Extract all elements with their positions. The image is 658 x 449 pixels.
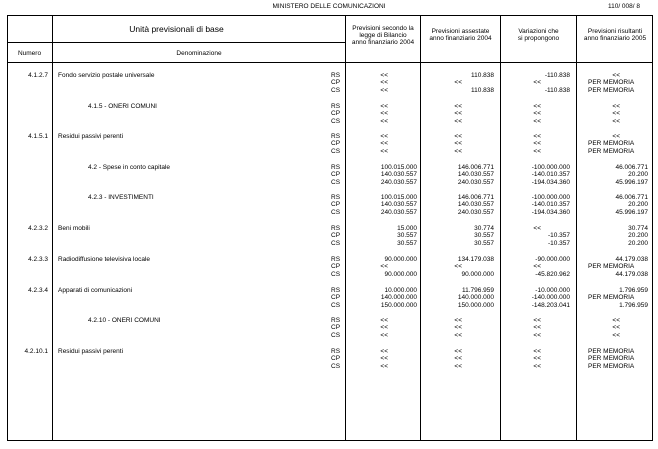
value-cell: << xyxy=(533,355,541,363)
row-code: CS xyxy=(331,208,341,216)
value-cell: << xyxy=(454,110,462,118)
value-cell: 140.030.557 xyxy=(457,171,494,179)
value-cell: 30.557 xyxy=(397,232,417,240)
value-cell: << xyxy=(533,324,541,332)
value-cell: -100.000.000 xyxy=(531,164,570,171)
value-cell: << xyxy=(612,331,620,339)
row-code: CP xyxy=(331,232,341,240)
value-cell: << xyxy=(533,331,541,339)
value-cell: 140.030.557 xyxy=(380,171,417,179)
row-code: CP xyxy=(331,324,341,332)
row-code: CP xyxy=(331,110,341,118)
value-cell: 20.200 xyxy=(628,239,648,247)
value-cell: << xyxy=(454,133,462,140)
value-cell: << xyxy=(380,86,388,94)
value-cell: << xyxy=(533,147,541,155)
value-cell: 1.796.959 xyxy=(619,287,648,294)
page-reference: 110/ 008/ 8 xyxy=(607,3,640,10)
value-cell: 20.200 xyxy=(628,232,648,240)
row-number: 4.2.3.3 xyxy=(28,256,48,263)
header-bottom-rule xyxy=(7,62,653,63)
value-cell: 11.796.959 xyxy=(461,287,494,294)
value-cell: -110.838 xyxy=(544,86,570,94)
value-cell: << xyxy=(454,355,462,363)
value-cell: 110.838 xyxy=(470,86,494,94)
row-code: CS xyxy=(331,239,341,247)
value-cell: 44.179.038 xyxy=(615,256,648,263)
value-cell: << xyxy=(533,133,541,140)
value-cell: << xyxy=(533,348,541,355)
column-divider xyxy=(52,15,53,441)
row-code: CP xyxy=(331,140,341,148)
value-cell: PER MEMORIA xyxy=(588,79,635,87)
row-code: CS xyxy=(331,178,341,186)
value-cell: -90.000.000 xyxy=(535,256,570,263)
value-cell: 30.557 xyxy=(397,239,417,247)
value-cell: << xyxy=(533,225,541,232)
row-code: CS xyxy=(331,86,341,94)
row-code: CS xyxy=(331,301,341,309)
value-cell: 150.000.000 xyxy=(380,301,417,309)
row-number: 4.2.10.1 xyxy=(24,348,48,355)
value-cell: -194.034.360 xyxy=(531,208,570,216)
value-cell: -110.838 xyxy=(544,72,570,79)
value-cell: << xyxy=(454,117,462,125)
row-code: RS xyxy=(331,287,341,294)
value-cell: << xyxy=(380,317,388,324)
row-code: CS xyxy=(331,362,341,370)
col1-header-line: anno finanziario 2004 xyxy=(351,39,415,46)
row-code: CS xyxy=(331,331,341,339)
value-cell: PER MEMORIA xyxy=(588,263,635,271)
row-code: RS xyxy=(331,164,341,171)
value-cell: << xyxy=(533,317,541,324)
row-code: CP xyxy=(331,355,341,363)
value-cell: << xyxy=(380,72,388,79)
row-code: CP xyxy=(331,201,341,209)
value-cell: << xyxy=(380,362,388,370)
value-cell: 45.996.197 xyxy=(615,208,648,216)
col2-header-line: anno finanziario 2004 xyxy=(429,35,492,42)
value-cell: PER MEMORIA xyxy=(588,140,635,148)
row-denomination: 4.2.10 - ONERI COMUNI xyxy=(88,317,161,324)
row-code: CP xyxy=(331,171,341,179)
value-cell: << xyxy=(533,110,541,118)
value-cell: << xyxy=(533,79,541,87)
value-cell: << xyxy=(380,147,388,155)
value-cell: -140.010.357 xyxy=(531,171,570,179)
value-cell: -10.357 xyxy=(547,239,570,247)
value-cell: 10.000.000 xyxy=(384,287,417,294)
value-cell: -45.820.962 xyxy=(535,270,570,278)
value-cell: << xyxy=(454,331,462,339)
row-denomination: 4.2 - Spese in conto capitale xyxy=(88,164,171,171)
value-cell: << xyxy=(380,79,388,87)
value-cell: 240.030.557 xyxy=(380,208,417,216)
row-code: RS xyxy=(331,225,341,232)
value-cell: 20.200 xyxy=(628,171,648,179)
value-cell: 20.200 xyxy=(628,201,648,209)
value-cell: << xyxy=(454,263,462,271)
value-cell: << xyxy=(454,348,462,355)
value-cell: << xyxy=(380,117,388,125)
value-cell: << xyxy=(612,133,620,140)
value-cell: << xyxy=(454,362,462,370)
value-cell: 30.557 xyxy=(474,232,494,240)
value-cell: 30.774 xyxy=(628,225,648,232)
value-cell: -140.000.000 xyxy=(531,294,570,302)
row-code: RS xyxy=(331,194,341,201)
row-denomination: Residui passivi perenti xyxy=(58,348,124,355)
row-code: CP xyxy=(331,294,341,302)
value-cell: 146.006.771 xyxy=(457,164,494,171)
value-cell: 100.015.000 xyxy=(380,194,417,201)
row-number: 4.1.2.7 xyxy=(28,72,48,79)
col4-header-line: Previsioni risultanti xyxy=(587,28,643,35)
value-cell: 140.030.557 xyxy=(380,201,417,209)
value-cell: -100.000.000 xyxy=(531,194,570,201)
value-cell: PER MEMORIA xyxy=(588,86,635,94)
value-cell: 240.030.557 xyxy=(380,178,417,186)
value-cell: 46.006.771 xyxy=(615,164,648,171)
column-divider xyxy=(576,15,577,441)
value-cell: << xyxy=(533,103,541,110)
value-cell: 1.796.959 xyxy=(619,301,648,309)
value-cell: 240.030.557 xyxy=(457,178,494,186)
row-code: CS xyxy=(331,117,341,125)
value-cell: << xyxy=(380,140,388,148)
value-cell: << xyxy=(380,324,388,332)
value-cell: 30.774 xyxy=(474,225,494,232)
row-code: RS xyxy=(331,133,341,140)
row-denomination: Beni mobili xyxy=(58,225,90,232)
row-number: 4.2.3.4 xyxy=(28,287,48,294)
col1-header-line: legge di Bilancio xyxy=(359,32,407,39)
value-cell: << xyxy=(380,110,388,118)
value-cell: -10.357 xyxy=(547,232,570,240)
document-title: MINISTERO DELLE COMUNICAZIONI xyxy=(272,3,386,10)
value-cell: 140.030.557 xyxy=(457,201,494,209)
value-cell: 100.015.000 xyxy=(380,164,417,171)
row-code: RS xyxy=(331,317,341,324)
row-code: RS xyxy=(331,103,341,110)
value-cell: PER MEMORIA xyxy=(588,355,635,363)
value-cell: << xyxy=(454,140,462,148)
base-units-header: Unità previsionali di base xyxy=(129,24,224,34)
value-cell: -148.203.041 xyxy=(531,301,570,309)
value-cell: << xyxy=(533,117,541,125)
value-cell: << xyxy=(533,263,541,271)
value-cell: 134.179.038 xyxy=(457,256,494,263)
value-cell: -140.010.357 xyxy=(531,201,570,209)
value-cell: << xyxy=(454,147,462,155)
value-cell: PER MEMORIA xyxy=(588,294,635,302)
column-divider xyxy=(420,15,421,441)
row-code: CS xyxy=(331,147,341,155)
row-denomination: 4.1.5 - ONERI COMUNI xyxy=(88,103,157,110)
value-cell: PER MEMORIA xyxy=(588,348,635,355)
row-code: CP xyxy=(331,79,341,87)
value-cell: << xyxy=(380,133,388,140)
value-cell: << xyxy=(612,72,620,79)
row-denomination: 4.2.3 - INVESTIMENTI xyxy=(88,194,154,201)
col3-header-line: Variazioni che xyxy=(518,28,559,35)
row-code: CP xyxy=(331,263,341,271)
value-cell: PER MEMORIA xyxy=(588,147,635,155)
value-cell: PER MEMORIA xyxy=(588,362,635,370)
value-cell: 140.000.000 xyxy=(380,294,417,302)
value-cell: << xyxy=(380,348,388,355)
value-cell: << xyxy=(454,317,462,324)
value-cell: << xyxy=(380,263,388,271)
value-cell: 30.557 xyxy=(474,239,494,247)
value-cell: 150.000.000 xyxy=(457,301,494,309)
value-cell: -10.000.000 xyxy=(535,287,570,294)
column-divider xyxy=(345,15,346,441)
value-cell: 140.000.000 xyxy=(457,294,494,302)
col2-header-line: Previsioni assestate xyxy=(431,28,490,35)
column-divider xyxy=(500,15,501,441)
value-cell: << xyxy=(612,110,620,118)
value-cell: << xyxy=(454,103,462,110)
value-cell: << xyxy=(612,117,620,125)
value-cell: << xyxy=(380,103,388,110)
value-cell: 240.030.557 xyxy=(457,208,494,216)
value-cell: 15.000 xyxy=(397,225,417,232)
value-cell: 90.000.000 xyxy=(384,270,417,278)
denominazione-header: Denominazione xyxy=(176,50,222,57)
value-cell: << xyxy=(533,362,541,370)
value-cell: 90.000.000 xyxy=(461,270,494,278)
row-denomination: Apparati di comunicazioni xyxy=(58,287,133,294)
value-cell: 146.006.771 xyxy=(457,194,494,201)
value-cell: 46.006.771 xyxy=(615,194,648,201)
row-denomination: Radiodiffusione televisiva locale xyxy=(58,256,151,263)
value-cell: -194.034.360 xyxy=(531,178,570,186)
value-cell: << xyxy=(533,140,541,148)
row-number: 4.2.3.2 xyxy=(28,225,48,232)
col3-header-line: si propongono xyxy=(517,35,560,42)
row-code: RS xyxy=(331,256,341,263)
value-cell: 90.000.000 xyxy=(384,256,417,263)
value-cell: << xyxy=(380,355,388,363)
value-cell: << xyxy=(454,79,462,87)
value-cell: 110.838 xyxy=(470,72,494,79)
numero-header: Numero xyxy=(17,50,42,57)
row-code: CS xyxy=(331,270,341,278)
header-divider xyxy=(7,42,346,43)
row-denomination: Residui passivi perenti xyxy=(58,133,124,140)
value-cell: 45.996.197 xyxy=(615,178,648,186)
value-cell: 44.179.038 xyxy=(615,270,648,278)
value-cell: << xyxy=(612,103,620,110)
row-code: RS xyxy=(331,72,341,79)
row-code: RS xyxy=(331,348,341,355)
col4-header-line: anno finanziario 2005 xyxy=(583,35,647,42)
row-number: 4.1.5.1 xyxy=(28,133,48,140)
value-cell: << xyxy=(612,317,620,324)
value-cell: << xyxy=(612,324,620,332)
value-cell: << xyxy=(380,331,388,339)
row-denomination: Fondo servizio postale universale xyxy=(58,72,155,79)
value-cell: << xyxy=(454,324,462,332)
col1-header-line: Previsioni secondo la xyxy=(352,25,414,32)
